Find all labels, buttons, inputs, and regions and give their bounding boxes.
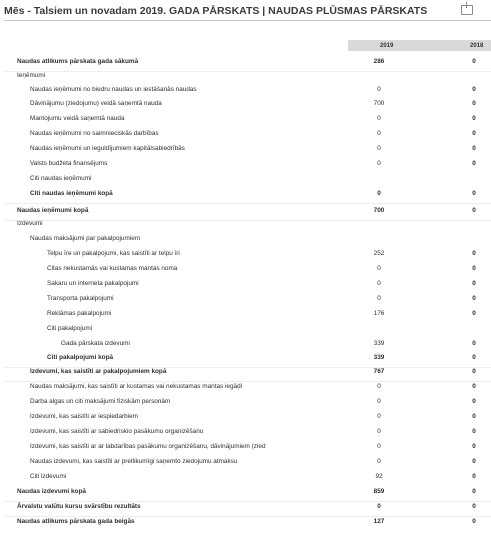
value-2018: 0 bbox=[472, 398, 476, 405]
row-label: Telpu īre un pakalpojumi, kas saistīti ar telpu īri bbox=[47, 250, 180, 257]
table-row bbox=[0, 190, 491, 202]
value-2019: 339 bbox=[373, 354, 385, 361]
row-label: Izdevumi bbox=[17, 220, 43, 227]
row-label: Naudas maksājumi par pakalpojumiem bbox=[30, 235, 141, 242]
table-row bbox=[0, 443, 491, 455]
table-row bbox=[0, 72, 491, 84]
value-2018: 0 bbox=[472, 354, 476, 361]
table-row bbox=[0, 518, 491, 530]
table-row bbox=[0, 503, 491, 515]
value-2019: 252 bbox=[373, 250, 385, 257]
value-2018: 0 bbox=[472, 428, 476, 435]
row-label: Darba algas un citi maksājumi fiziskām personām bbox=[30, 398, 171, 405]
table-row bbox=[0, 428, 491, 440]
value-2019: 0 bbox=[377, 383, 381, 390]
value-2019: 92 bbox=[375, 473, 383, 480]
row-label: Citas nekustamās vai kustamas mantas noma bbox=[47, 265, 178, 272]
table-row bbox=[0, 175, 491, 187]
value-2018: 0 bbox=[472, 518, 476, 525]
row-label: Naudas maksājumi, kas saistīti ar kustamas vai nekustamas mantas iegādi bbox=[30, 383, 243, 390]
row-label: Izdevumi, kas saistīti ar ar labdarības pasākumu organizēšanu, dāvinājumiem (zied bbox=[30, 443, 266, 450]
row-label: Ieņēmumi bbox=[17, 72, 46, 79]
value-2019: 0 bbox=[377, 398, 381, 405]
row-label: Naudas izdevumi, kas saistīti ar pretlikumīgi saņemto ziedojumu atmaksu bbox=[30, 458, 238, 465]
value-2019: 0 bbox=[377, 86, 381, 93]
table-row bbox=[0, 235, 491, 247]
value-2019: 0 bbox=[377, 295, 381, 302]
table-row bbox=[0, 100, 491, 112]
table-row bbox=[0, 310, 491, 322]
row-label: Ārvalstu valūtu kursu svārstību rezultāts bbox=[17, 503, 141, 510]
row-label: Citi naudas ieņēmumi bbox=[30, 175, 92, 182]
row-label: Naudas izdevumi kopā bbox=[17, 488, 86, 495]
value-2018: 0 bbox=[472, 383, 476, 390]
row-divider bbox=[4, 516, 491, 517]
table-row bbox=[0, 383, 491, 395]
value-2019: 0 bbox=[377, 130, 381, 137]
value-2019: 859 bbox=[373, 488, 385, 495]
value-2019: 0 bbox=[377, 458, 381, 465]
value-2019: 286 bbox=[373, 58, 385, 65]
value-2018: 0 bbox=[472, 295, 476, 302]
value-2019: 0 bbox=[377, 503, 381, 510]
value-2018: 0 bbox=[472, 130, 476, 137]
value-2019: 0 bbox=[377, 145, 381, 152]
value-2018: 0 bbox=[472, 145, 476, 152]
value-2018: 0 bbox=[472, 503, 476, 510]
table-row bbox=[0, 280, 491, 292]
value-2019: 0 bbox=[377, 428, 381, 435]
row-label: Gada pārskata izdevumi bbox=[61, 340, 130, 347]
table-row bbox=[0, 145, 491, 157]
table-row bbox=[0, 473, 491, 485]
row-label: Naudas atlikums pārskata gada beigās bbox=[17, 518, 135, 525]
table-row bbox=[0, 354, 491, 366]
value-2018: 0 bbox=[472, 190, 476, 197]
value-2018: 0 bbox=[472, 458, 476, 465]
value-2019: 0 bbox=[377, 280, 381, 287]
table-row bbox=[0, 265, 491, 277]
row-label: Izdevumi, kas saistīti ar iespiedarbiem bbox=[30, 413, 138, 420]
table-row bbox=[0, 458, 491, 470]
column-header-2018: 2018 bbox=[470, 43, 484, 49]
table-row bbox=[0, 295, 491, 307]
table-row bbox=[0, 413, 491, 425]
value-2018: 0 bbox=[472, 160, 476, 167]
value-2018: 0 bbox=[472, 115, 476, 122]
row-label: Sakaru un interneta pakalpojumi bbox=[47, 280, 139, 287]
value-2019: 767 bbox=[373, 368, 385, 375]
table-row bbox=[0, 207, 491, 219]
table-row bbox=[0, 325, 491, 337]
table-row bbox=[0, 115, 491, 127]
table-row bbox=[0, 86, 491, 98]
header-divider bbox=[4, 20, 491, 21]
value-2018: 0 bbox=[472, 340, 476, 347]
row-label: Izdevumi, kas saistīti ar sabiedriskio pasākumu organizēšanu bbox=[30, 428, 204, 435]
share-icon[interactable] bbox=[461, 5, 473, 15]
table-row bbox=[0, 368, 491, 380]
row-label: Citi pakalpojumi kopā bbox=[47, 354, 114, 361]
value-2018: 0 bbox=[472, 473, 476, 480]
table-row bbox=[0, 488, 491, 500]
value-2018: 0 bbox=[472, 488, 476, 495]
value-2019: 700 bbox=[373, 207, 385, 214]
row-divider bbox=[4, 501, 491, 502]
value-2018: 0 bbox=[472, 250, 476, 257]
page-title: Mēs - Talsiem un novadam 2019. GADA PĀRSKATS | NAUDAS PLŪSMAS PĀRSKATS bbox=[4, 5, 428, 17]
table-row bbox=[0, 58, 491, 70]
table-row bbox=[0, 160, 491, 172]
row-label: Citi naudas ieņēmumi kopā bbox=[30, 190, 113, 197]
value-2019: 0 bbox=[377, 160, 381, 167]
value-2019: 0 bbox=[377, 413, 381, 420]
row-label: Naudas ieņēmumi no biedru naudas un iestāšanās naudas bbox=[30, 86, 197, 93]
value-2019: 127 bbox=[373, 518, 385, 525]
value-2018: 0 bbox=[472, 207, 476, 214]
row-divider bbox=[4, 203, 491, 204]
value-2019: 0 bbox=[377, 443, 381, 450]
value-2018: 0 bbox=[472, 280, 476, 287]
table-row bbox=[0, 250, 491, 262]
value-2018: 0 bbox=[472, 413, 476, 420]
value-2019: 700 bbox=[373, 100, 385, 107]
row-label: Izdevumi, kas saistīti ar pakalpojumiem kopā bbox=[30, 368, 167, 375]
table-row bbox=[0, 340, 491, 352]
row-label: Mantojumu veidā saņemtā nauda bbox=[30, 115, 125, 122]
value-2019: 0 bbox=[377, 265, 381, 272]
row-label: Naudas ieņēmumi kopā bbox=[17, 207, 89, 214]
value-2019: 0 bbox=[377, 190, 381, 197]
row-label: Naudas atlikums pārskata gada sākumā bbox=[17, 58, 139, 65]
row-label: Dāvinājumu (ziedojumu) veidā saņemtā nauda bbox=[30, 100, 162, 107]
value-2018: 0 bbox=[472, 265, 476, 272]
value-2018: 0 bbox=[472, 443, 476, 450]
row-label: Transporta pakalpojumi bbox=[47, 295, 114, 302]
value-2019: 339 bbox=[373, 340, 385, 347]
value-2018: 0 bbox=[472, 58, 476, 65]
row-divider bbox=[4, 381, 491, 382]
table-row bbox=[0, 398, 491, 410]
row-label: Valsts budžeta finansējums bbox=[30, 160, 108, 167]
value-2019: 176 bbox=[373, 310, 385, 317]
row-label: Citi pakalpojumi bbox=[47, 325, 93, 332]
table-row bbox=[0, 130, 491, 142]
value-2018: 0 bbox=[472, 368, 476, 375]
value-2018: 0 bbox=[472, 310, 476, 317]
value-2019: 0 bbox=[377, 115, 381, 122]
row-label: Naudas ieņēmumi no saimnieciskās darbības bbox=[30, 130, 159, 137]
column-header-2019: 2019 bbox=[380, 43, 394, 49]
row-label: Citi izdevumi bbox=[30, 473, 67, 480]
table-row bbox=[0, 220, 491, 232]
value-2018: 0 bbox=[472, 100, 476, 107]
value-2018: 0 bbox=[472, 86, 476, 93]
row-label: Reklāmas pakalpojumi bbox=[47, 310, 112, 317]
row-label: Naudas ieņēmumi un ieguldījumiem kapitālsabiedrībās bbox=[30, 145, 185, 152]
